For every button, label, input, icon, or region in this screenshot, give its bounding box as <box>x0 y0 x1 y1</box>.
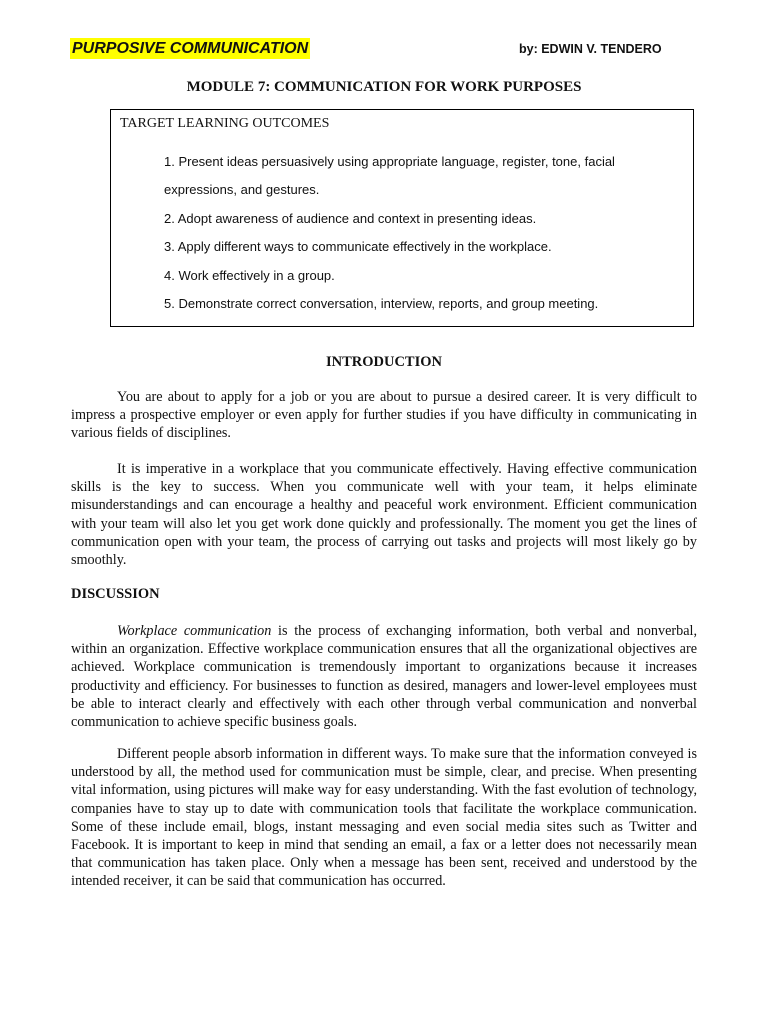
discussion-paragraph-1 <box>71 622 697 731</box>
outcome-item: 2. Adopt awareness of audience and context in presenting ideas. <box>164 210 537 226</box>
discussion-paragraph-1-text: is the process of exchanging information, both verbal and nonverbal, within an organization. Effective workplace communication ensures that all the organizational objectives are achieved. Workplace communication is tremendously important to organizations because it increases productivity and efficiency. For businesses to function as desired, managers and lower-level employees must be able to interact clearly and effectively with each other through verbal communication and nonverbal communication to achieve specific business goals. <box>71 623 697 731</box>
outcomes-list <box>164 148 684 318</box>
intro-paragraph-2: It is imperative in a workplace that you communicate effectively. Having effective communication skills is the key to success. When you communicate well with your team, it helps eliminate misunderstandings and can encourage a healthy and peaceful work environment. Efficient communication with your team will also let you get work done quickly and professionally. The moment you get the lines of communication open with your team, the process of carrying out tasks and projects will most likely go by smoothly. <box>71 461 697 569</box>
discussion-heading: DISCUSSION <box>71 586 160 602</box>
workplace-communication-term: Workplace communication <box>117 623 272 639</box>
course-title: PURPOSIVE COMMUNICATION <box>72 40 309 57</box>
outcome-item: 5. Demonstrate correct conversation, interview, reports, and group meeting. <box>164 296 599 312</box>
outcome-item: 1. Present ideas persuasively using appropriate language, register, tone, facial expressions, and gestures. <box>164 154 615 198</box>
module-title: MODULE 7: COMMUNICATION FOR WORK PURPOSES <box>186 79 582 95</box>
outcome-item: 3. Apply different ways to communicate effectively in the workplace. <box>164 239 552 255</box>
learning-outcomes-box <box>110 109 694 327</box>
outcomes-heading: TARGET LEARNING OUTCOMES <box>120 116 330 131</box>
outcome-item: 4. Work effectively in a group. <box>164 267 335 283</box>
author-byline: by: EDWIN V. TENDERO <box>519 42 662 56</box>
discussion-paragraph-2: Different people absorb information in different ways. To make sure that the information conveyed is understood by all, the method used for communication must be simple, clear, and precise. When presenting vital information, using pictures will make way for easy understanding. With the fast evolution of technology, companies have to stay up to date with communication tools that facilitate the workplace communication. Some of these include email, blogs, instant messaging and even social media sites such as Twitter and Facebook. It is important to keep in mind that sending an email, a fax or a letter does not necessarily mean that communication has taken place. Only when a message has been sent, received and understood by the intended receiver, it can be said that communication has occurred. <box>71 746 697 890</box>
introduction-heading: INTRODUCTION <box>325 354 442 370</box>
intro-paragraph-1: You are about to apply for a job or you are about to pursue a desired career. It is very difficult to impress a prospective employer or even apply for further studies if you have difficulty in communicating in various fields of disciplines. <box>71 389 697 442</box>
